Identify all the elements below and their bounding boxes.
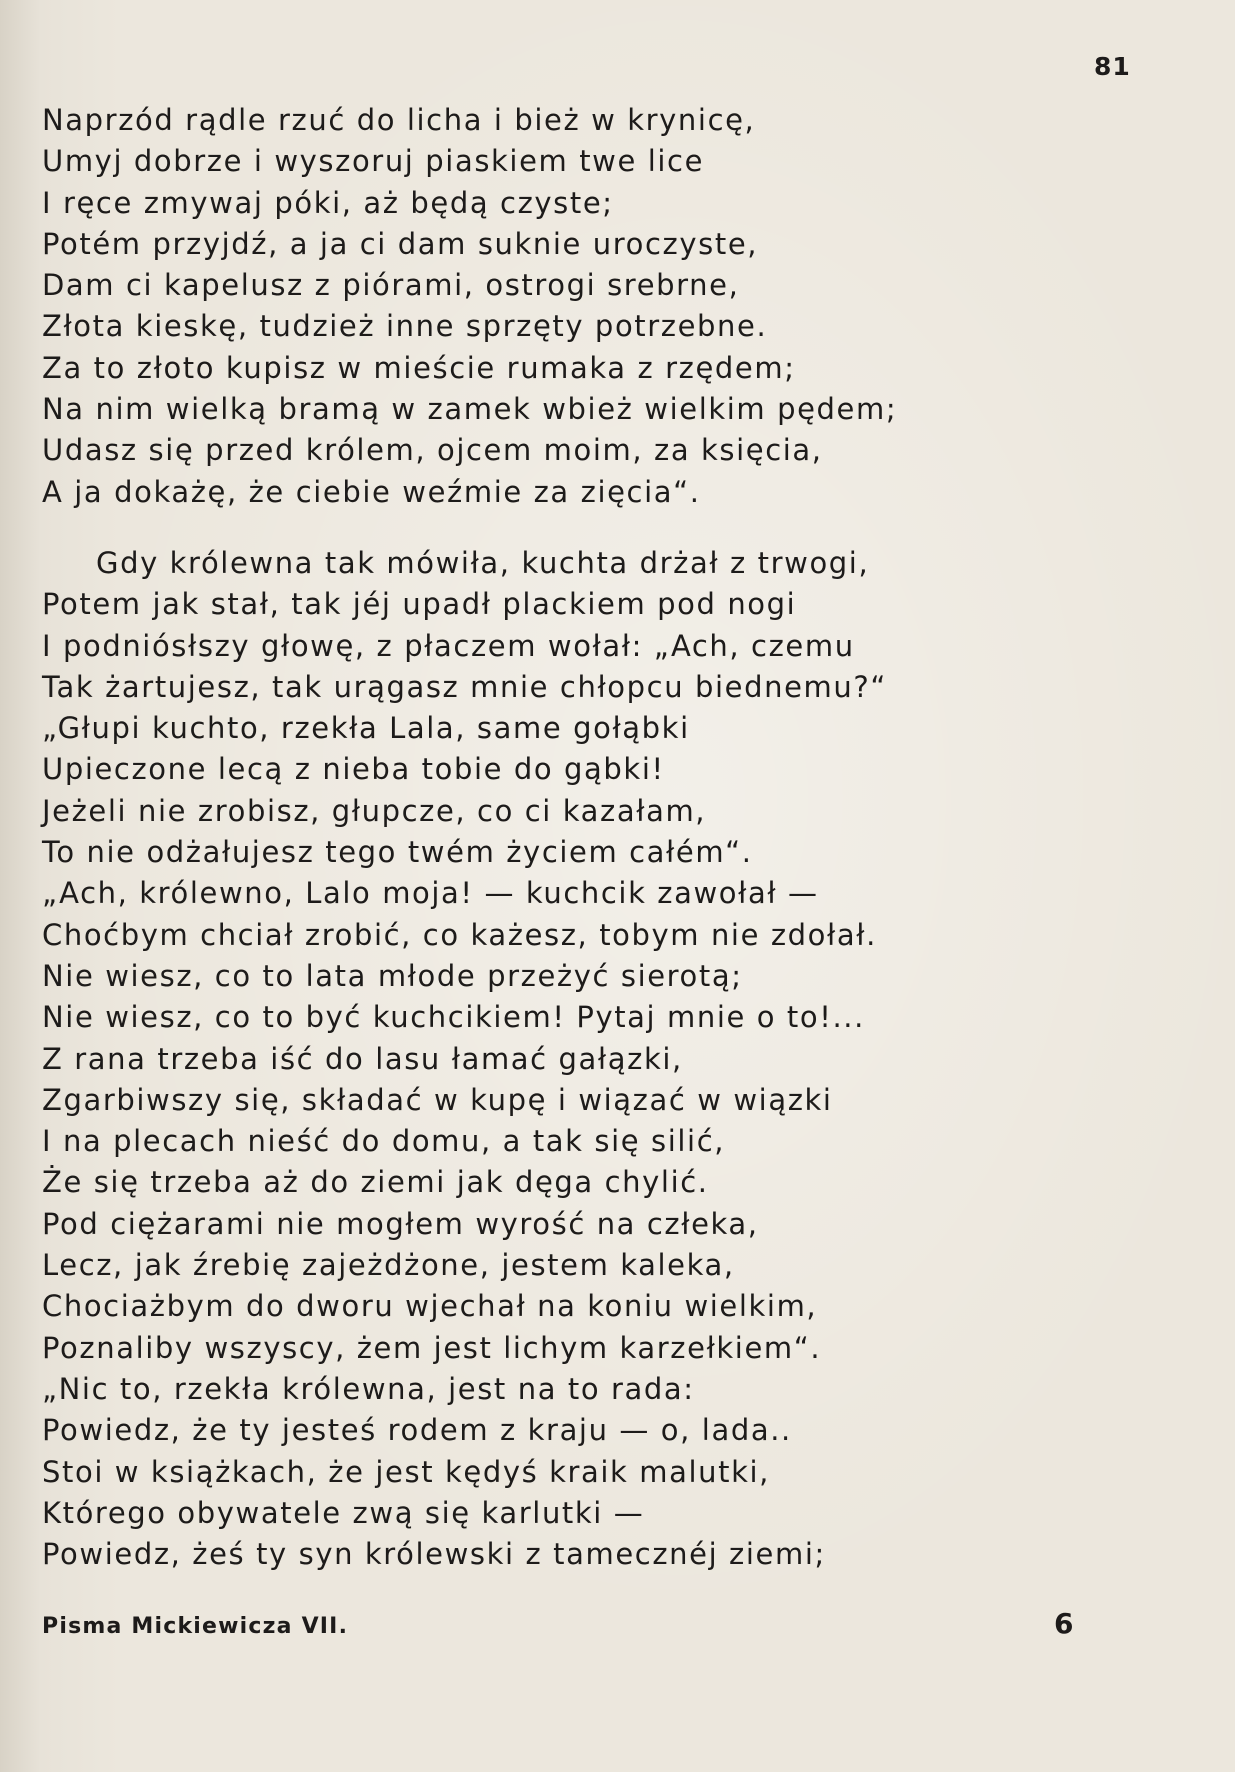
poem-line: Którego obywatele zwą się karlutki — bbox=[42, 1495, 645, 1530]
poem-line: I ręce zmywaj póki, aż będą czyste; bbox=[42, 185, 614, 220]
stanza-2 bbox=[42, 543, 1002, 1575]
poem-line: Jeżeli nie zrobisz, głupcze, co ci kazałam, bbox=[42, 793, 707, 828]
poem-line: I na plecach nieść do domu, a tak się silić, bbox=[42, 1124, 726, 1159]
stanza-1 bbox=[42, 100, 1002, 513]
poem-line: A ja dokażę, że ciebie weźmie za zięcia“. bbox=[42, 474, 701, 509]
poem-line: Choćbym chciał zrobić, co każesz, tobym nie zdołał. bbox=[42, 917, 877, 952]
poem-line: Potem jak stał, tak jéj upadł plackiem pod nogi bbox=[42, 587, 797, 622]
poem-line: Tak żartujesz, tak urągasz mnie chłopcu biednemu?“ bbox=[42, 669, 887, 704]
poem-line: Złota kieskę, tudzież inne sprzęty potrzebne. bbox=[42, 309, 768, 344]
poem-line: „Ach, królewno, Lalo moja! — kuchcik zawołał — bbox=[42, 876, 819, 911]
poem-line: Gdy królewna tak mówiła, kuchta drżał z trwogi, bbox=[96, 545, 870, 580]
poem-line: Dam ci kapelusz z piórami, ostrogi srebrne, bbox=[42, 268, 740, 303]
poem-line: Zgarbiwszy się, składać w kupę i wiązać w wiązki bbox=[42, 1082, 833, 1117]
poem-text bbox=[42, 100, 1002, 1575]
poem-line: Powiedz, żeś ty syn królewski z tamecznéj ziemi; bbox=[42, 1537, 826, 1572]
poem-line: Nie wiesz, co to lata młode przeżyć sierotą; bbox=[42, 958, 743, 993]
poem-line: Chociażbym do dworu wjechał na koniu wielkim, bbox=[42, 1289, 818, 1324]
poem-line: Za to złoto kupisz w mieście rumaka z rzędem; bbox=[42, 350, 796, 385]
poem-line: Potém przyjdź, a ja ci dam suknie uroczyste, bbox=[42, 226, 759, 261]
poem-line: Umyj dobrze i wyszoruj piaskiem twe lice bbox=[42, 144, 705, 179]
poem-line: To nie odżałujesz tego twém życiem całém“. bbox=[42, 835, 753, 870]
poem-line: Lecz, jak źrebię zajeżdżone, jestem kaleka, bbox=[42, 1248, 735, 1283]
poem-line: „Nic to, rzekła królewna, jest na to rada: bbox=[42, 1371, 695, 1406]
poem-line: Udasz się przed królem, ojcem moim, za księcia, bbox=[42, 433, 823, 468]
poem-line: Pod ciężarami nie mogłem wyrość na człeka, bbox=[42, 1206, 759, 1241]
stanza-divider-space bbox=[42, 513, 1002, 543]
poem-line: Upieczone lecą z nieba tobie do gąbki! bbox=[42, 752, 665, 787]
poem-line: Że się trzeba aż do ziemi jak dęga chylić. bbox=[42, 1165, 709, 1200]
poem-line: Na nim wielką bramą w zamek wbież wielkim pędem; bbox=[42, 392, 898, 427]
printer-signature: Pisma Mickiewicza VII. bbox=[42, 1614, 349, 1639]
poem-line: Poznaliby wszyscy, żem jest lichym karzełkiem“. bbox=[42, 1330, 822, 1365]
poem-line: Z rana trzeba iść do lasu łamać gałązki, bbox=[42, 1041, 683, 1076]
sheet-number: 6 bbox=[1054, 1607, 1074, 1640]
poem-line: „Głupi kuchto, rzekła Lala, same gołąbki bbox=[42, 711, 690, 746]
poem-line: I podniósłszy głowę, z płaczem wołał: „Ach, czemu bbox=[42, 628, 855, 663]
poem-line: Stoi w książkach, że jest kędyś kraik malutki, bbox=[42, 1454, 770, 1489]
poem-line: Naprzód rądle rzuć do licha i bież w krynicę, bbox=[42, 103, 756, 137]
poem-line: Nie wiesz, co to być kuchcikiem! Pytaj mnie o to!... bbox=[42, 1000, 865, 1035]
poem-line: Powiedz, że ty jesteś rodem z kraju — o, lada.. bbox=[42, 1413, 792, 1448]
page-number: 81 bbox=[1094, 52, 1131, 81]
